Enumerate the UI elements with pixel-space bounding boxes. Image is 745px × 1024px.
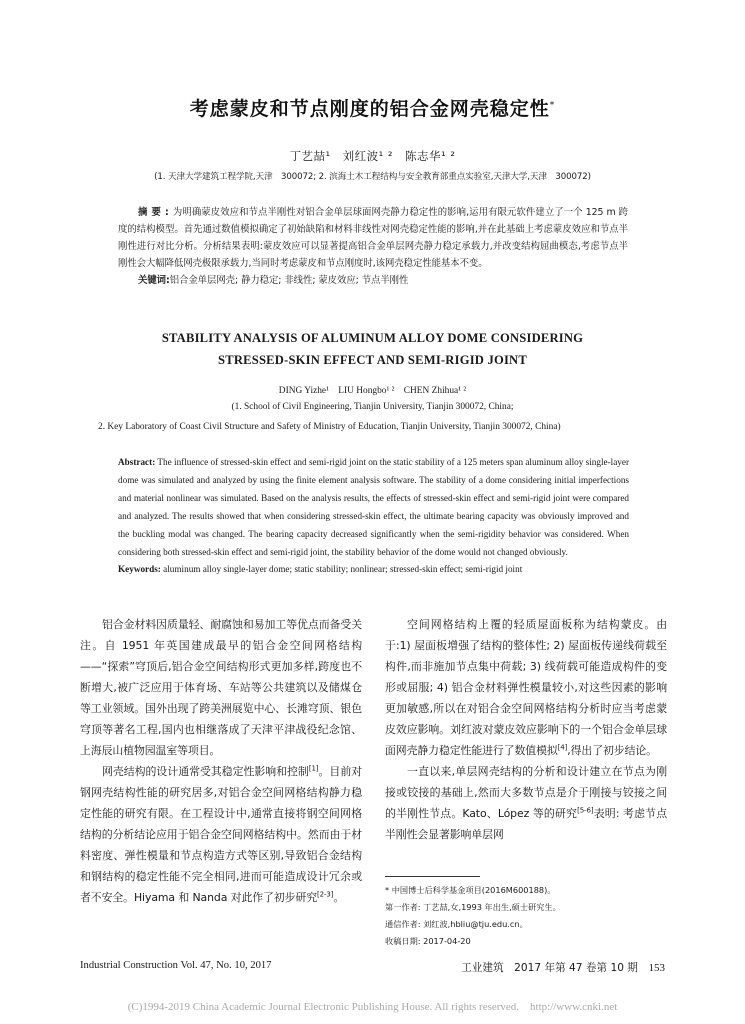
authors-cn: 丁艺喆¹ 刘红波¹ ² 陈志华¹ ² (289, 149, 456, 163)
body-left-p2-text-b: 。目前对钢网壳结构性能的研究居多,对铝合金空间网格结构静力稳定性能的研究有限。在工程设计中,通常直接将钢空间网格结构的分析结论应用于铝合金空间网格结构中。然而由于材料密度、弹性模量和节点构造方式等区别,导致铝合金结构和钢结构的稳定性能不完全相同,进而可能造成设计冗余或者不安全。Hiyama 和 Nanda 对此作了初步研究 (80, 765, 362, 904)
keywords-cn-label: 关键词: (138, 275, 170, 286)
footnote-received: 收稿日期: 2017-04-20 (385, 936, 471, 946)
abstract-cn-paragraph (118, 204, 628, 272)
affiliation-cn: (1. 天津大学建筑工程学院,天津 300072; 2. 滨海土木工程结构与安全教育部重点实验室,天津大学,天津 300072) (154, 172, 591, 182)
footnote-first-author: 第一作者: 丁艺喆,女,1993 年出生,硕士研究生。 (385, 902, 561, 912)
abstract-cn-label: 摘要: (138, 207, 173, 218)
body-left-paragraph-2 (80, 761, 362, 908)
keywords-en-text: aluminum alloy single-layer dome; static stability; nonlinear; stressed-skin effect; semi-rigid joint (163, 564, 523, 575)
body-column-left (80, 614, 362, 908)
abstract-en-paragraph (118, 454, 629, 561)
authors-en: DING Yizhe¹ LIU Hongbo¹ ² CHEN Zhihua¹ ² (278, 386, 467, 396)
footnote-fund: * 中国博士后科学基金项目(2016M600188)。 (385, 885, 556, 895)
title-text: 考虑蒙皮和节点刚度的铝合金网壳稳定性 (189, 98, 550, 120)
body-right-paragraph-1 (385, 614, 667, 761)
page-number: 153 (648, 962, 665, 974)
body-right-p2-text-b: 表明: 考虑节点半刚性会显著影响单层网 (385, 807, 667, 841)
abstract-en-text: The influence of stressed-skin effect and semi-rigid joint on the static stability of a 125 meters span aluminum alloy single-layer dome was simulated and analyzed by using the finite element analysis software. The stability of a dome considering initial imperfections and material nonlinear was simulated. Based on the analysis results, the effects of stressed-skin effect and semi-rigid joint were compared and analyzed. The results showed that when considering stressed-skin effect, the ultimate bearing capacity was obviously improved and the buckling modal was changed. The bearing capacity decreased significantly when the semi-rigidity behavior was considered. When considering both stressed-skin effect and semi-rigid joint, the stability behavior of the dome would not changed obviously. (118, 457, 630, 557)
footnote-divider (385, 876, 480, 877)
keywords-cn (118, 272, 628, 289)
title-footnote-mark: * (549, 100, 556, 111)
abstract-en (118, 454, 629, 579)
body-right-p1-text-a: 空间网格结构上覆的轻质屋面板称为结构蒙皮。由于:1) 屋面板增强了结构的整体性; 2) 屋面板传递线荷载至构件,而非施加节点集中荷载; 3) 线荷载可能造成构件的变形或屈服; 4) 铝合金材料弹性模量较小,对这些因素的影响更加敏感,所以在对铝合金空间网格结构分析时应当考虑蒙皮效应影响。刘红波对蒙皮效应影响下的一个铝合金单层球面网壳静力稳定性能进行了数值模拟 (385, 618, 667, 757)
abstract-en-label: Abstract: (118, 457, 156, 467)
affiliation-en-1: (1. School of Civil Engineering, Tianjin University, Tianjin 300072, China; (231, 402, 514, 412)
keywords-en (118, 561, 629, 579)
footer-journal-cn (461, 960, 665, 975)
title-en-line1: STABILITY ANALYSIS OF ALUMINUM ALLOY DOME CONSIDERING (161, 331, 584, 345)
footer-journal-en: Industrial Construction Vol. 47, No. 10, 2017 (80, 960, 272, 971)
footer-journal-cn-text: 工业建筑 2017 年第 47 卷第 10 期 (461, 962, 638, 974)
abstract-cn (118, 204, 628, 289)
body-left-p2-text-c: 。 (333, 891, 345, 904)
keywords-cn-text: 铝合金单层网壳; 静力稳定; 非线性; 蒙皮效应; 节点半刚性 (169, 275, 409, 286)
body-column-right (385, 614, 667, 845)
body-left-paragraph-1: 铝合金材料因质量轻、耐腐蚀和易加工等优点而备受关注。自 1951 年英国建成最早的铝合金空间网格结构——“探索”穹顶后,铝合金空间结构形式更加多样,跨度也不断增大,被广泛应用于体育场、车站等公共建筑以及储煤仓等工业领域。国外出现了跨美洲展览中心、长滩穹顶、银色穹顶等著名工程,国内也相继落成了天津平津战役纪念馆、上海辰山植物园温室等项目。 (80, 618, 362, 757)
paper-title (0, 94, 745, 121)
paper-title-en (0, 327, 745, 371)
title-en-line2: STRESSED-SKIN EFFECT AND SEMI-RIGID JOINT (218, 353, 527, 367)
citation-ref: [1] (308, 764, 319, 773)
body-right-p1-text-b: ,得出了初步结论。 (567, 744, 657, 757)
citation-ref: [4] (557, 743, 568, 752)
citation-ref: [2-3] (316, 890, 334, 899)
body-right-p2-text-a: 一直以来,单层网壳结构的分析和设计建立在节点为刚接或铰接的基础上,然而大多数节点是介于刚接与铰接之间的半刚性节点。Kato、López 等的研究 (385, 765, 667, 820)
citation-ref: [5-6] (577, 806, 594, 815)
affiliation-en-2: 2. Key Laboratory of Coast Civil Structure and Safety of Ministry of Education, Tianjin University, Tianjin 300072, China) (98, 422, 561, 432)
abstract-cn-text: 为明确蒙皮效应和节点半刚性对铝合金单层球面网壳静力稳定性的影响,运用有限元软件建立了一个 125 m 跨度的结构模型。首先通过数值模拟确定了初始缺陷和材料非线性对网壳稳定性能的影响,并在此基础上考虑蒙皮效应和节点半刚性进行对比分析。分析结果表明:蒙皮效应可以显著提高铝合金单层网壳静力稳定承载力,并改变结构屈曲模态,考虑节点半刚性会大幅降低网壳极限承载力,当同时考虑蒙皮和节点刚度时,该网壳稳定性能基本不变。 (118, 207, 628, 269)
body-right-paragraph-2 (385, 761, 667, 845)
copyright-watermark: (C)1994-2019 China Academic Journal Electronic Publishing House. All rights reserved. http://www.cnki.net (127, 1001, 618, 1013)
body-left-p2-text-a: 网壳结构的设计通常受其稳定性影响和控制 (102, 765, 309, 778)
footnote-corresponding: 通信作者: 刘红波,hbliu@tju.edu.cn。 (385, 919, 528, 929)
keywords-en-label: Keywords: (118, 564, 161, 575)
